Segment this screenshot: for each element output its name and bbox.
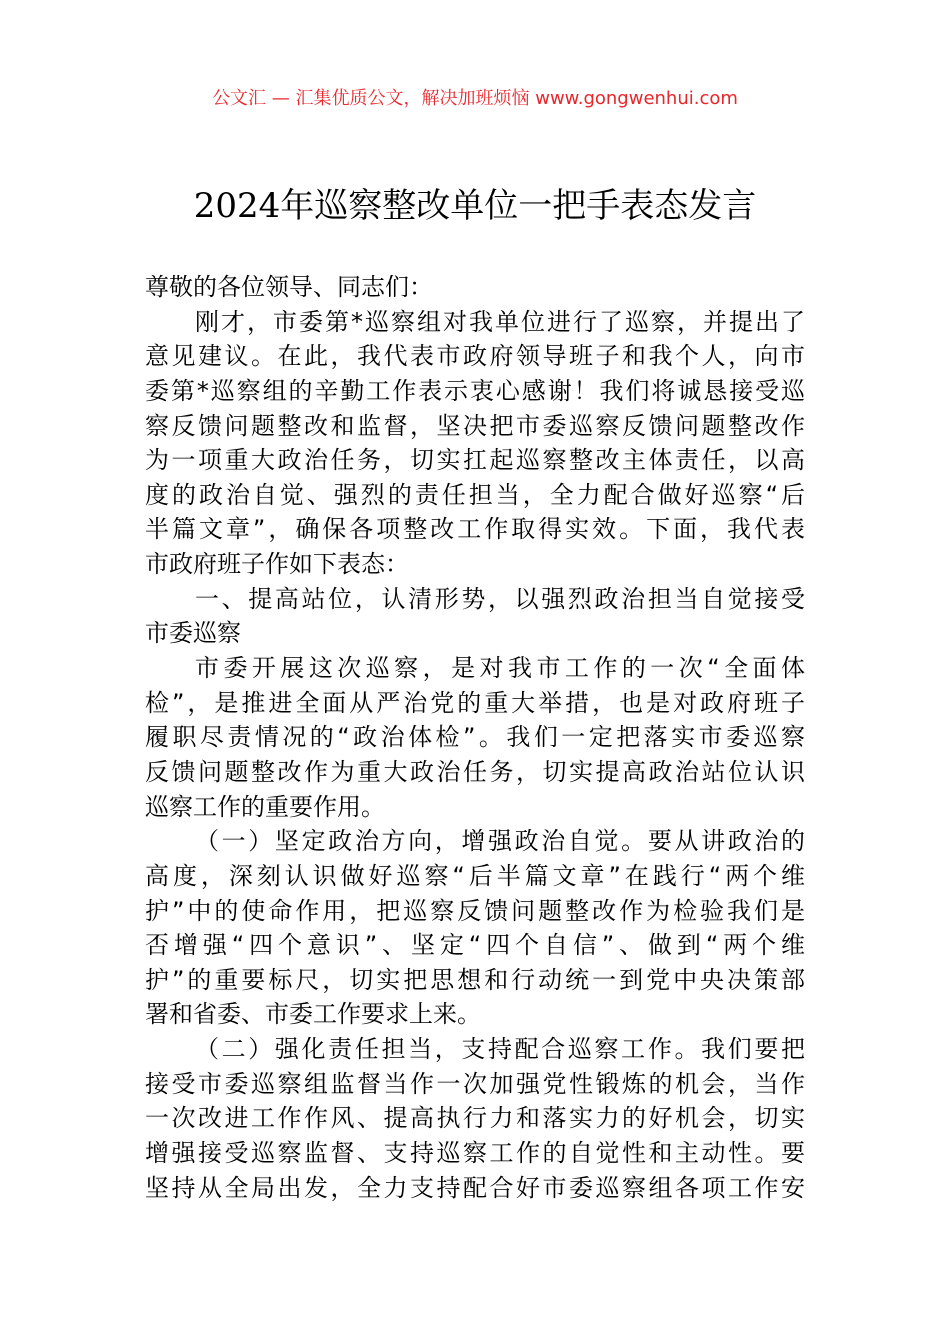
text-line: 增强接受巡察监督、支持巡察工作的自觉性和主动性。要 xyxy=(145,1139,805,1168)
paragraph xyxy=(145,270,805,305)
document-title: 2024年巡察整改单位一把手表态发言 xyxy=(193,186,757,226)
text-line: 尊敬的各位领导、同志们： xyxy=(145,273,433,301)
text-line: 否增强“四个意识”、坚定“四个自信”、做到“两个维 xyxy=(145,931,805,960)
text-line: 巡察工作的重要作用。 xyxy=(145,792,385,821)
text-line: 接受市委巡察组监督当作一次加强党性锻炼的机会，当作 xyxy=(145,1069,805,1098)
text-line: 市委巡察 xyxy=(145,619,241,648)
paragraph xyxy=(145,1032,805,1205)
text-line: 护”中的使命作用，把巡察反馈问题整改作为检验我们是 xyxy=(145,896,805,925)
text-line: 一、提高站位，认清形势，以强烈政治担当自觉接受 xyxy=(195,584,805,613)
text-line: 半篇文章”，确保各项整改工作取得实效。下面，我代表 xyxy=(145,515,805,544)
text-line: 度的政治自觉、强烈的责任担当，全力配合做好巡察“后 xyxy=(145,480,805,509)
text-line: 反馈问题整改作为重大政治任务，切实提高政治站位认识 xyxy=(145,757,805,786)
text-line: 检”，是推进全面从严治党的重大举措，也是对政府班子 xyxy=(145,688,805,717)
text-line: 护”的重要标尺，切实把思想和行动统一到党中央决策部 xyxy=(145,965,805,994)
text-line: 意见建议。在此，我代表市政府领导班子和我个人，向市 xyxy=(145,342,805,371)
text-line: 为一项重大政治任务，切实扛起巡察整改主体责任，以高 xyxy=(145,446,805,475)
document-body xyxy=(145,270,805,1205)
text-line: 刚才，市委第*巡察组对我单位进行了巡察，并提出了 xyxy=(195,307,805,336)
header-banner: 公文汇 — 汇集优质公文，解决加班烦恼 www.gongwenhui.com xyxy=(212,88,738,109)
text-line: 委第*巡察组的辛勤工作表示衷心感谢！我们将诚恳接受巡 xyxy=(145,376,805,405)
text-line: 履职尽责情况的“政治体检”。我们一定把落实市委巡察 xyxy=(145,723,805,752)
text-line: 察反馈问题整改和监督，坚决把市委巡察反馈问题整改作 xyxy=(145,411,805,440)
text-line: 坚持从全局出发，全力支持配合好市委巡察组各项工作安 xyxy=(145,1173,805,1202)
text-line: 市委开展这次巡察，是对我市工作的一次“全面体 xyxy=(195,654,805,683)
text-line: 署和省委、市委工作要求上来。 xyxy=(145,1000,481,1029)
text-line: 市政府班子作如下表态： xyxy=(145,550,409,579)
text-line: （二）强化责任担当，支持配合巡察工作。我们要把 xyxy=(195,1035,805,1064)
paragraph xyxy=(145,305,805,582)
text-line: 一次改进工作作风、提高执行力和落实力的好机会，切实 xyxy=(145,1104,805,1133)
paragraph xyxy=(145,582,805,651)
paragraph xyxy=(145,824,805,1032)
paragraph xyxy=(145,651,805,824)
text-line: （一）坚定政治方向，增强政治自觉。要从讲政治的 xyxy=(195,827,805,856)
text-line: 高度，深刻认识做好巡察“后半篇文章”在践行“两个维 xyxy=(145,861,805,890)
